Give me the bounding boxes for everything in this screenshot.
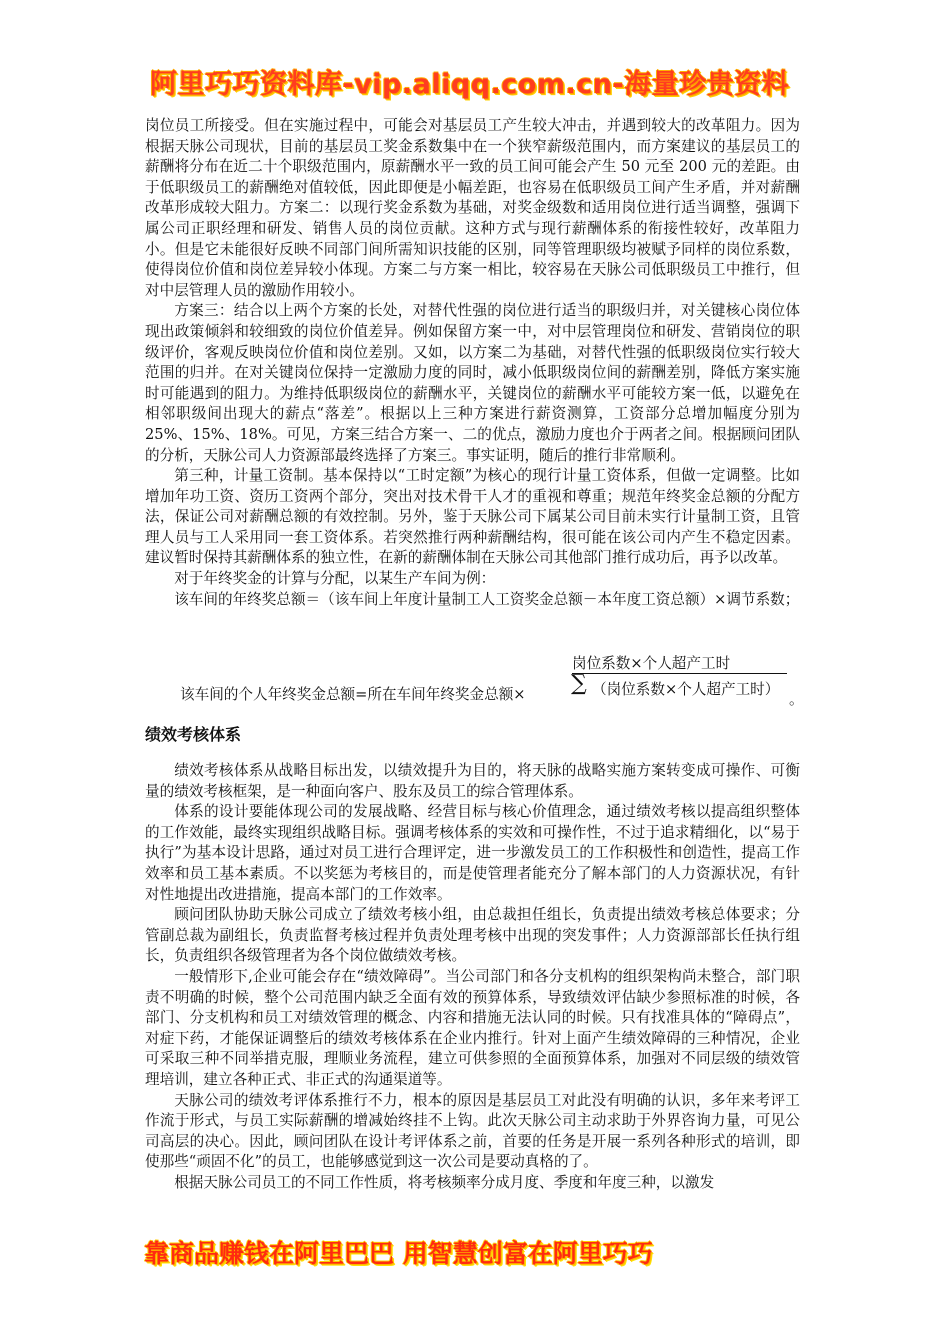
paragraph: 该车间的年终奖总额＝（该车间上年度计量制工人工资奖金总额－本年度工资总额）×调节系数；	[174, 590, 800, 608]
section-heading: 绩效考核体系	[145, 725, 242, 744]
paragraph: 顾问团队协助天脉公司成立了绩效考核小组，由总裁担任组长，负责提出绩效考核总体要求；分管副总裁为副组长，负责监督考核过程并负责处理考核中出现的突发事件；人力资源部部长任执行组长，负责组织各级管理者为各个岗位做绩效考核。	[145, 906, 800, 965]
header-banner: 阿里巧巧资料库-vip.aliqq.com.cn-海量珍贵资料	[150, 69, 790, 100]
formula-left-side: 该车间的个人年终奖金总额=所在车间年终奖金总额×	[180, 686, 526, 703]
paragraph: 一般情形下,企业可能会存在“绩效障碍”。当公司部门和各分支机构的组织架构尚未整合，部门职责不明确的时候，整个公司范围内缺乏全面有效的预算体系，导致绩效评估缺少参照标准的时候，各部门、分支机构和员工对绩效管理的概念、内容和措施无法认同的时候。只有找准具体的“障碍点”，对症下药，才能保证调整后的绩效考核体系在企业内推行。针对上面产生绩效障碍的三种情况，企业可采取三种不同举措克服，理顺业务流程，建立可供参照的全面预算体系，加强对不同层级的绩效管理培训，建立各种正式、非正式的沟通渠道等。	[145, 967, 800, 1088]
body-section-2	[145, 761, 800, 1193]
paragraph: 对于年终奖金的计算与分配，以某生产车间为例：	[174, 570, 496, 588]
paragraph: 天脉公司的绩效考评体系推行不力，根本的原因是基层员工对此没有明确的认识，多年来考评工作流于形式，与员工实际薪酬的增减始终挂不上钩。此次天脉公司主动求助于外界咨询力量，可见公司高层的决心。因此，顾问团队在设计考评体系之前，首要的任务是开展一系列各种形式的培训，即使那些“顽固不化”的员工，也能够感觉到这一次公司是要动真格的了。	[145, 1091, 800, 1171]
paragraph: 方案三：结合以上两个方案的长处，对替代性强的岗位进行适当的职级归并，对关键核心岗位体现出政策倾斜和较细致的岗位价值差异。例如保留方案一中，对中层管理岗位和研发、营销岗位的职级评价，客观反映岗位价值和岗位差别。又如，以方案二为基础，对替代性强的低职级岗位实行较大范围的归并。在对关键岗位保持一定激励力度的同时，减小低职级岗位间的薪酬差别，降低方案实施时可能遇到的阻力。为维持低职级岗位的薪酬水平，关键岗位的薪酬水平可能较方案一低，以避免在相邻职级间出现大的薪点“落差”。根据以上三种方案进行薪资测算，工资部分总增加幅度分别为 25%、15%、18%。可见，方案三结合方案一、二的优点，激励力度也介于两者之间。根据顾问团队的分析，天脉公司人力资源部最终选择了方案三。事实证明，随后的推行非常顺利。	[145, 302, 800, 464]
formula-end: 。	[789, 691, 804, 708]
formula-numerator: 岗位系数×个人超产工时	[572, 655, 731, 672]
paragraph: 根据天脉公司员工的不同工作性质，将考核频率分成月度、季度和年度三种，以激发	[174, 1173, 715, 1191]
footer-banner: 靠商品赚钱在阿里巴巴 用智慧创富在阿里巧巧	[144, 1239, 653, 1268]
body-section-1	[145, 116, 800, 610]
paragraph: 绩效考核体系从战略目标出发，以绩效提升为目的，将天脉的战略实施方案转变成可操作、可衡量的绩效考核框架，是一种面向客户、股东及员工的综合管理体系。	[145, 762, 800, 800]
sigma-symbol: ∑	[571, 671, 587, 696]
fraction-bar	[572, 673, 787, 674]
paragraph: 体系的设计要能体现公司的发展战略、经营目标与核心价值理念，通过绩效考核以提高组织整体的工作效能，最终实现组织战略目标。强调考核体系的实效和可操作性，不过于追求精细化，以“易于执行”为基本设计思路，通过对员工进行合理评定，进一步激发员工的工作积极性和创造性，提高工作效率和员工基本素质。不以奖惩为考核目的，而是使管理者能充分了解本部门的人力资源状况，有针对性地提出改进措施，提高本部门的工作效率。	[145, 803, 800, 903]
formula-denominator: （岗位系数×个人超产工时）	[592, 681, 780, 698]
paragraph: 岗位员工所接受。但在实施过程中，可能会对基层员工产生较大冲击，并遇到较大的改革阻力。因为根据天脉公司现状，目前的基层员工奖金系数集中在一个狭窄薪级范围内，而方案建议的基层员工的薪酬将分布在近二十个职级范围内，原薪酬水平一致的员工间可能会产生 50 元至 200 元的差距。由于低职级员工的薪酬绝对值较低，因此即便是小幅差距，也容易在低职级员工间产生矛盾，并对薪酬改革形成较大阻力。方案二：以现行奖金系数为基础，对奖金级数和适用岗位进行适当调整，强调下属公司正职经理和研发、销售人员的岗位贡献。这种方式与现行薪酬体系的衔接性较好，改革阻力小。但是它未能很好反映不同部门间所需知识技能的区别，同等管理职级均被赋予同样的岗位系数，使得岗位价值和岗位差异较小体现。方案二与方案一相比，较容易在天脉公司低职级员工中推行，但对中层管理人员的激励作用较小。	[145, 117, 800, 299]
paragraph: 第三种，计量工资制。基本保持以“工时定额”为核心的现行计量工资体系，但做一定调整。比如增加年功工资、资历工资两个部分，突出对技术骨干人才的重视和尊重；规范年终奖金总额的分配方法，保证公司对薪酬总额的有效控制。另外，鉴于天脉公司下属某公司目前未实行计量制工资，且管理人员与工人采用同一套工资体系。若突然推行两种薪酬结构，很可能在该公司内产生不稳定因素。建议暂时保持其薪酬体系的独立性，在新的薪酬体制在天脉公司其他部门推行成功后，再予以改革。	[145, 467, 800, 567]
